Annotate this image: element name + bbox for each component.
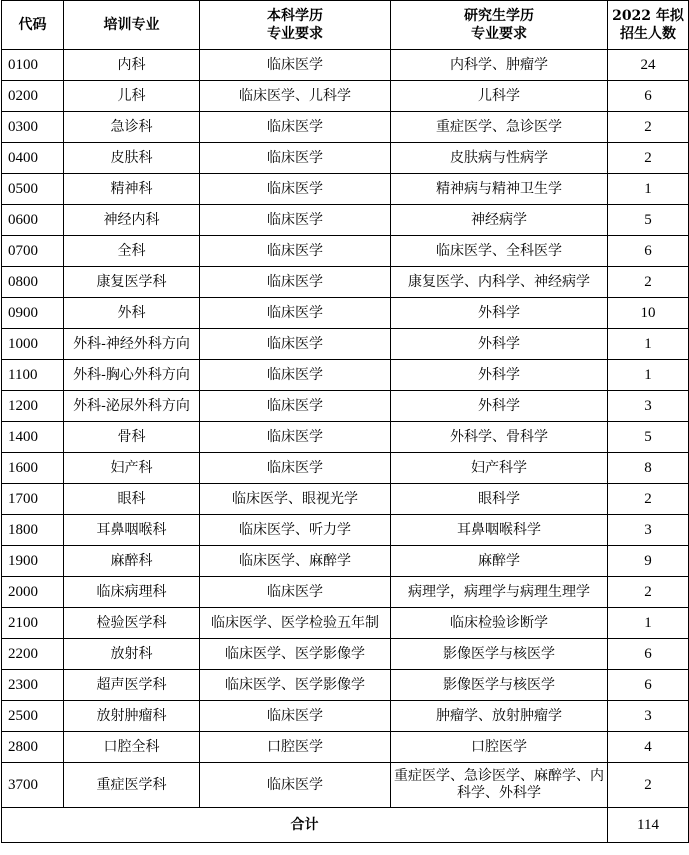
row-code: 0500 [2,174,64,205]
row-quota: 2 [608,267,689,298]
row-undergrad-requirement: 临床医学 [200,763,391,808]
header-quota [608,1,689,50]
row-specialty: 皮肤科 [64,143,200,174]
header-row [2,1,689,50]
row-code: 1800 [2,515,64,546]
row-specialty: 口腔全科 [64,732,200,763]
row-quota: 2 [608,112,689,143]
row-specialty: 妇产科 [64,453,200,484]
total-value: 114 [608,808,689,843]
row-quota: 1 [608,329,689,360]
row-code: 0100 [2,50,64,81]
row-grad-requirement: 重症医学、急诊医学、麻醉学、内科学、外科学 [391,763,608,808]
row-grad-requirement: 耳鼻咽喉科学 [391,515,608,546]
row-specialty: 全科 [64,236,200,267]
row-code: 2100 [2,608,64,639]
row-grad-requirement: 内科学、肿瘤学 [391,50,608,81]
row-undergrad-requirement: 临床医学 [200,391,391,422]
table-row [2,515,689,546]
total-label: 合计 [2,808,608,843]
table-body [2,50,689,808]
row-undergrad-requirement: 临床医学、医学影像学 [200,670,391,701]
row-quota: 2 [608,484,689,515]
row-grad-requirement: 病理学，病理学与病理生理学 [391,577,608,608]
row-quota: 1 [608,360,689,391]
table-row [2,112,689,143]
table-row [2,546,689,577]
row-code: 2200 [2,639,64,670]
row-specialty: 内科 [64,50,200,81]
table-row [2,205,689,236]
row-specialty: 外科-神经外科方向 [64,329,200,360]
row-grad-requirement: 麻醉学 [391,546,608,577]
table-row [2,391,689,422]
row-grad-requirement: 外科学、骨科学 [391,422,608,453]
row-grad-requirement: 皮肤病与性病学 [391,143,608,174]
row-quota: 5 [608,205,689,236]
header-quota-line2: 招生人数 [620,26,676,42]
row-code: 1000 [2,329,64,360]
row-undergrad-requirement: 临床医学 [200,143,391,174]
row-grad-requirement: 妇产科学 [391,453,608,484]
row-code: 1600 [2,453,64,484]
row-specialty: 骨科 [64,422,200,453]
table-row [2,174,689,205]
row-quota: 5 [608,422,689,453]
table-row [2,608,689,639]
row-grad-requirement: 临床检验诊断学 [391,608,608,639]
row-specialty: 超声医学科 [64,670,200,701]
row-code: 0200 [2,81,64,112]
row-quota: 6 [608,81,689,112]
row-grad-requirement: 康复医学、内科学、神经病学 [391,267,608,298]
row-undergrad-requirement: 口腔医学 [200,732,391,763]
row-undergrad-requirement: 临床医学 [200,453,391,484]
row-code: 0700 [2,236,64,267]
table-row [2,484,689,515]
row-specialty: 神经内科 [64,205,200,236]
row-quota: 24 [608,50,689,81]
table-row [2,360,689,391]
row-undergrad-requirement: 临床医学 [200,174,391,205]
row-grad-requirement: 外科学 [391,329,608,360]
header-grad [391,1,608,50]
row-specialty: 临床病理科 [64,577,200,608]
table-row [2,453,689,484]
row-code: 2300 [2,670,64,701]
total-row [2,808,689,843]
row-specialty: 精神科 [64,174,200,205]
header-grad-line2: 专业要求 [471,26,527,42]
row-undergrad-requirement: 临床医学 [200,205,391,236]
row-specialty: 外科-胸心外科方向 [64,360,200,391]
row-undergrad-requirement: 临床医学 [200,112,391,143]
row-code: 1900 [2,546,64,577]
table-row [2,329,689,360]
row-grad-requirement: 肿瘤学、放射肿瘤学 [391,701,608,732]
row-undergrad-requirement: 临床医学 [200,236,391,267]
row-undergrad-requirement: 临床医学、儿科学 [200,81,391,112]
row-undergrad-requirement: 临床医学 [200,422,391,453]
header-quota-line1: 2022 年拟 [612,8,684,24]
row-code: 0400 [2,143,64,174]
table-row [2,670,689,701]
row-undergrad-requirement: 临床医学 [200,360,391,391]
row-specialty: 检验医学科 [64,608,200,639]
row-undergrad-requirement: 临床医学 [200,329,391,360]
table-row [2,422,689,453]
row-specialty: 重症医学科 [64,763,200,808]
row-specialty: 麻醉科 [64,546,200,577]
row-specialty: 康复医学科 [64,267,200,298]
row-specialty: 急诊科 [64,112,200,143]
row-code: 0800 [2,267,64,298]
row-code: 0300 [2,112,64,143]
table-row [2,143,689,174]
header-grad-line1: 研究生学历 [464,8,534,24]
row-undergrad-requirement: 临床医学、医学检验五年制 [200,608,391,639]
row-undergrad-requirement: 临床医学 [200,298,391,329]
table-row [2,701,689,732]
row-code: 2800 [2,732,64,763]
table-row [2,732,689,763]
row-quota: 2 [608,143,689,174]
row-grad-requirement: 重症医学、急诊医学 [391,112,608,143]
row-grad-requirement: 眼科学 [391,484,608,515]
row-specialty: 儿科 [64,81,200,112]
row-code: 1400 [2,422,64,453]
table-row [2,577,689,608]
header-code: 代码 [2,1,64,50]
row-grad-requirement: 神经病学 [391,205,608,236]
row-grad-requirement: 外科学 [391,391,608,422]
row-grad-requirement: 口腔医学 [391,732,608,763]
row-quota: 6 [608,670,689,701]
row-undergrad-requirement: 临床医学、眼视光学 [200,484,391,515]
row-specialty: 外科 [64,298,200,329]
row-undergrad-requirement: 临床医学、医学影像学 [200,639,391,670]
row-undergrad-requirement: 临床医学 [200,267,391,298]
row-quota: 1 [608,174,689,205]
header-undergrad [200,1,391,50]
header-specialty: 培训专业 [64,1,200,50]
row-code: 0900 [2,298,64,329]
row-undergrad-requirement: 临床医学 [200,577,391,608]
row-grad-requirement: 临床医学、全科医学 [391,236,608,267]
row-grad-requirement: 影像医学与核医学 [391,639,608,670]
row-quota: 1 [608,608,689,639]
row-quota: 3 [608,515,689,546]
row-grad-requirement: 儿科学 [391,81,608,112]
table-row [2,298,689,329]
row-code: 0600 [2,205,64,236]
row-specialty: 放射科 [64,639,200,670]
table-row [2,763,689,808]
table-row [2,639,689,670]
row-code: 2000 [2,577,64,608]
row-quota: 2 [608,577,689,608]
row-specialty: 放射肿瘤科 [64,701,200,732]
row-grad-requirement: 外科学 [391,298,608,329]
row-quota: 2 [608,763,689,808]
row-specialty: 耳鼻咽喉科 [64,515,200,546]
row-quota: 4 [608,732,689,763]
row-grad-requirement: 精神病与精神卫生学 [391,174,608,205]
row-quota: 8 [608,453,689,484]
row-undergrad-requirement: 临床医学、麻醉学 [200,546,391,577]
row-quota: 6 [608,639,689,670]
row-quota: 10 [608,298,689,329]
header-undergrad-line1: 本科学历 [267,8,323,24]
row-grad-requirement: 外科学 [391,360,608,391]
row-code: 1200 [2,391,64,422]
row-undergrad-requirement: 临床医学 [200,50,391,81]
row-specialty: 外科-泌尿外科方向 [64,391,200,422]
row-specialty: 眼科 [64,484,200,515]
row-undergrad-requirement: 临床医学、听力学 [200,515,391,546]
row-quota: 9 [608,546,689,577]
header-undergrad-line2: 专业要求 [267,26,323,42]
table-row [2,267,689,298]
row-code: 3700 [2,763,64,808]
row-code: 1100 [2,360,64,391]
enrollment-table [1,0,689,843]
row-undergrad-requirement: 临床医学 [200,701,391,732]
row-quota: 6 [608,236,689,267]
row-grad-requirement: 影像医学与核医学 [391,670,608,701]
table-row [2,236,689,267]
row-quota: 3 [608,391,689,422]
row-code: 2500 [2,701,64,732]
table-row [2,81,689,112]
row-code: 1700 [2,484,64,515]
table-row [2,50,689,81]
row-quota: 3 [608,701,689,732]
